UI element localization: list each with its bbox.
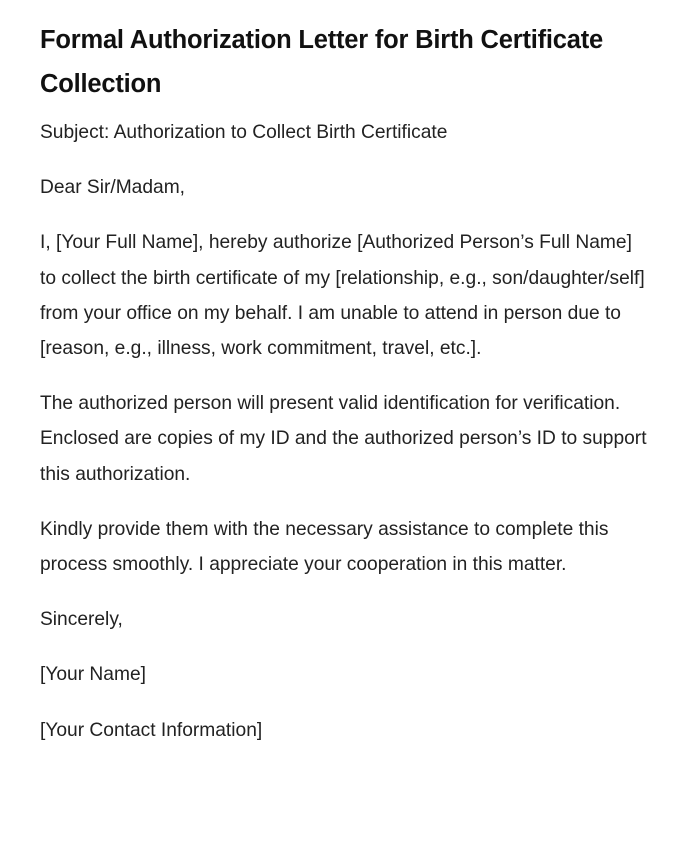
letter-closing: Sincerely, [40,609,123,631]
letter-paragraph-identification: The authorized person will present valid identification for verification. Enclosed are copies of my ID and the authorized person’s ID to support this authorization. [40,393,647,485]
letter-paragraph-authorization: I, [Your Full Name], hereby authorize [Authorized Person’s Full Name] to collect the birth certificate of my [relationship, e.g., son/daughter/self] from your office on my behalf. I am unable to attend in person due to [reason, e.g., illness, work commitment, travel, etc.]. [40,232,645,360]
letter-salutation: Dear Sir/Madam, [40,177,186,199]
letter-subject: Subject: Authorization to Collect Birth Certificate [40,122,448,143]
letter-signature-name: [Your Name] [40,664,146,686]
letter-document [40,18,650,748]
letter-paragraph-request: Kindly provide them with the necessary assistance to complete this process smoothly. I appreciate your cooperation in this matter. [40,518,609,576]
letter-title: Formal Authorization Letter for Birth Certificate Collection [40,26,604,98]
letter-contact-info: [Your Contact Information] [40,719,263,741]
